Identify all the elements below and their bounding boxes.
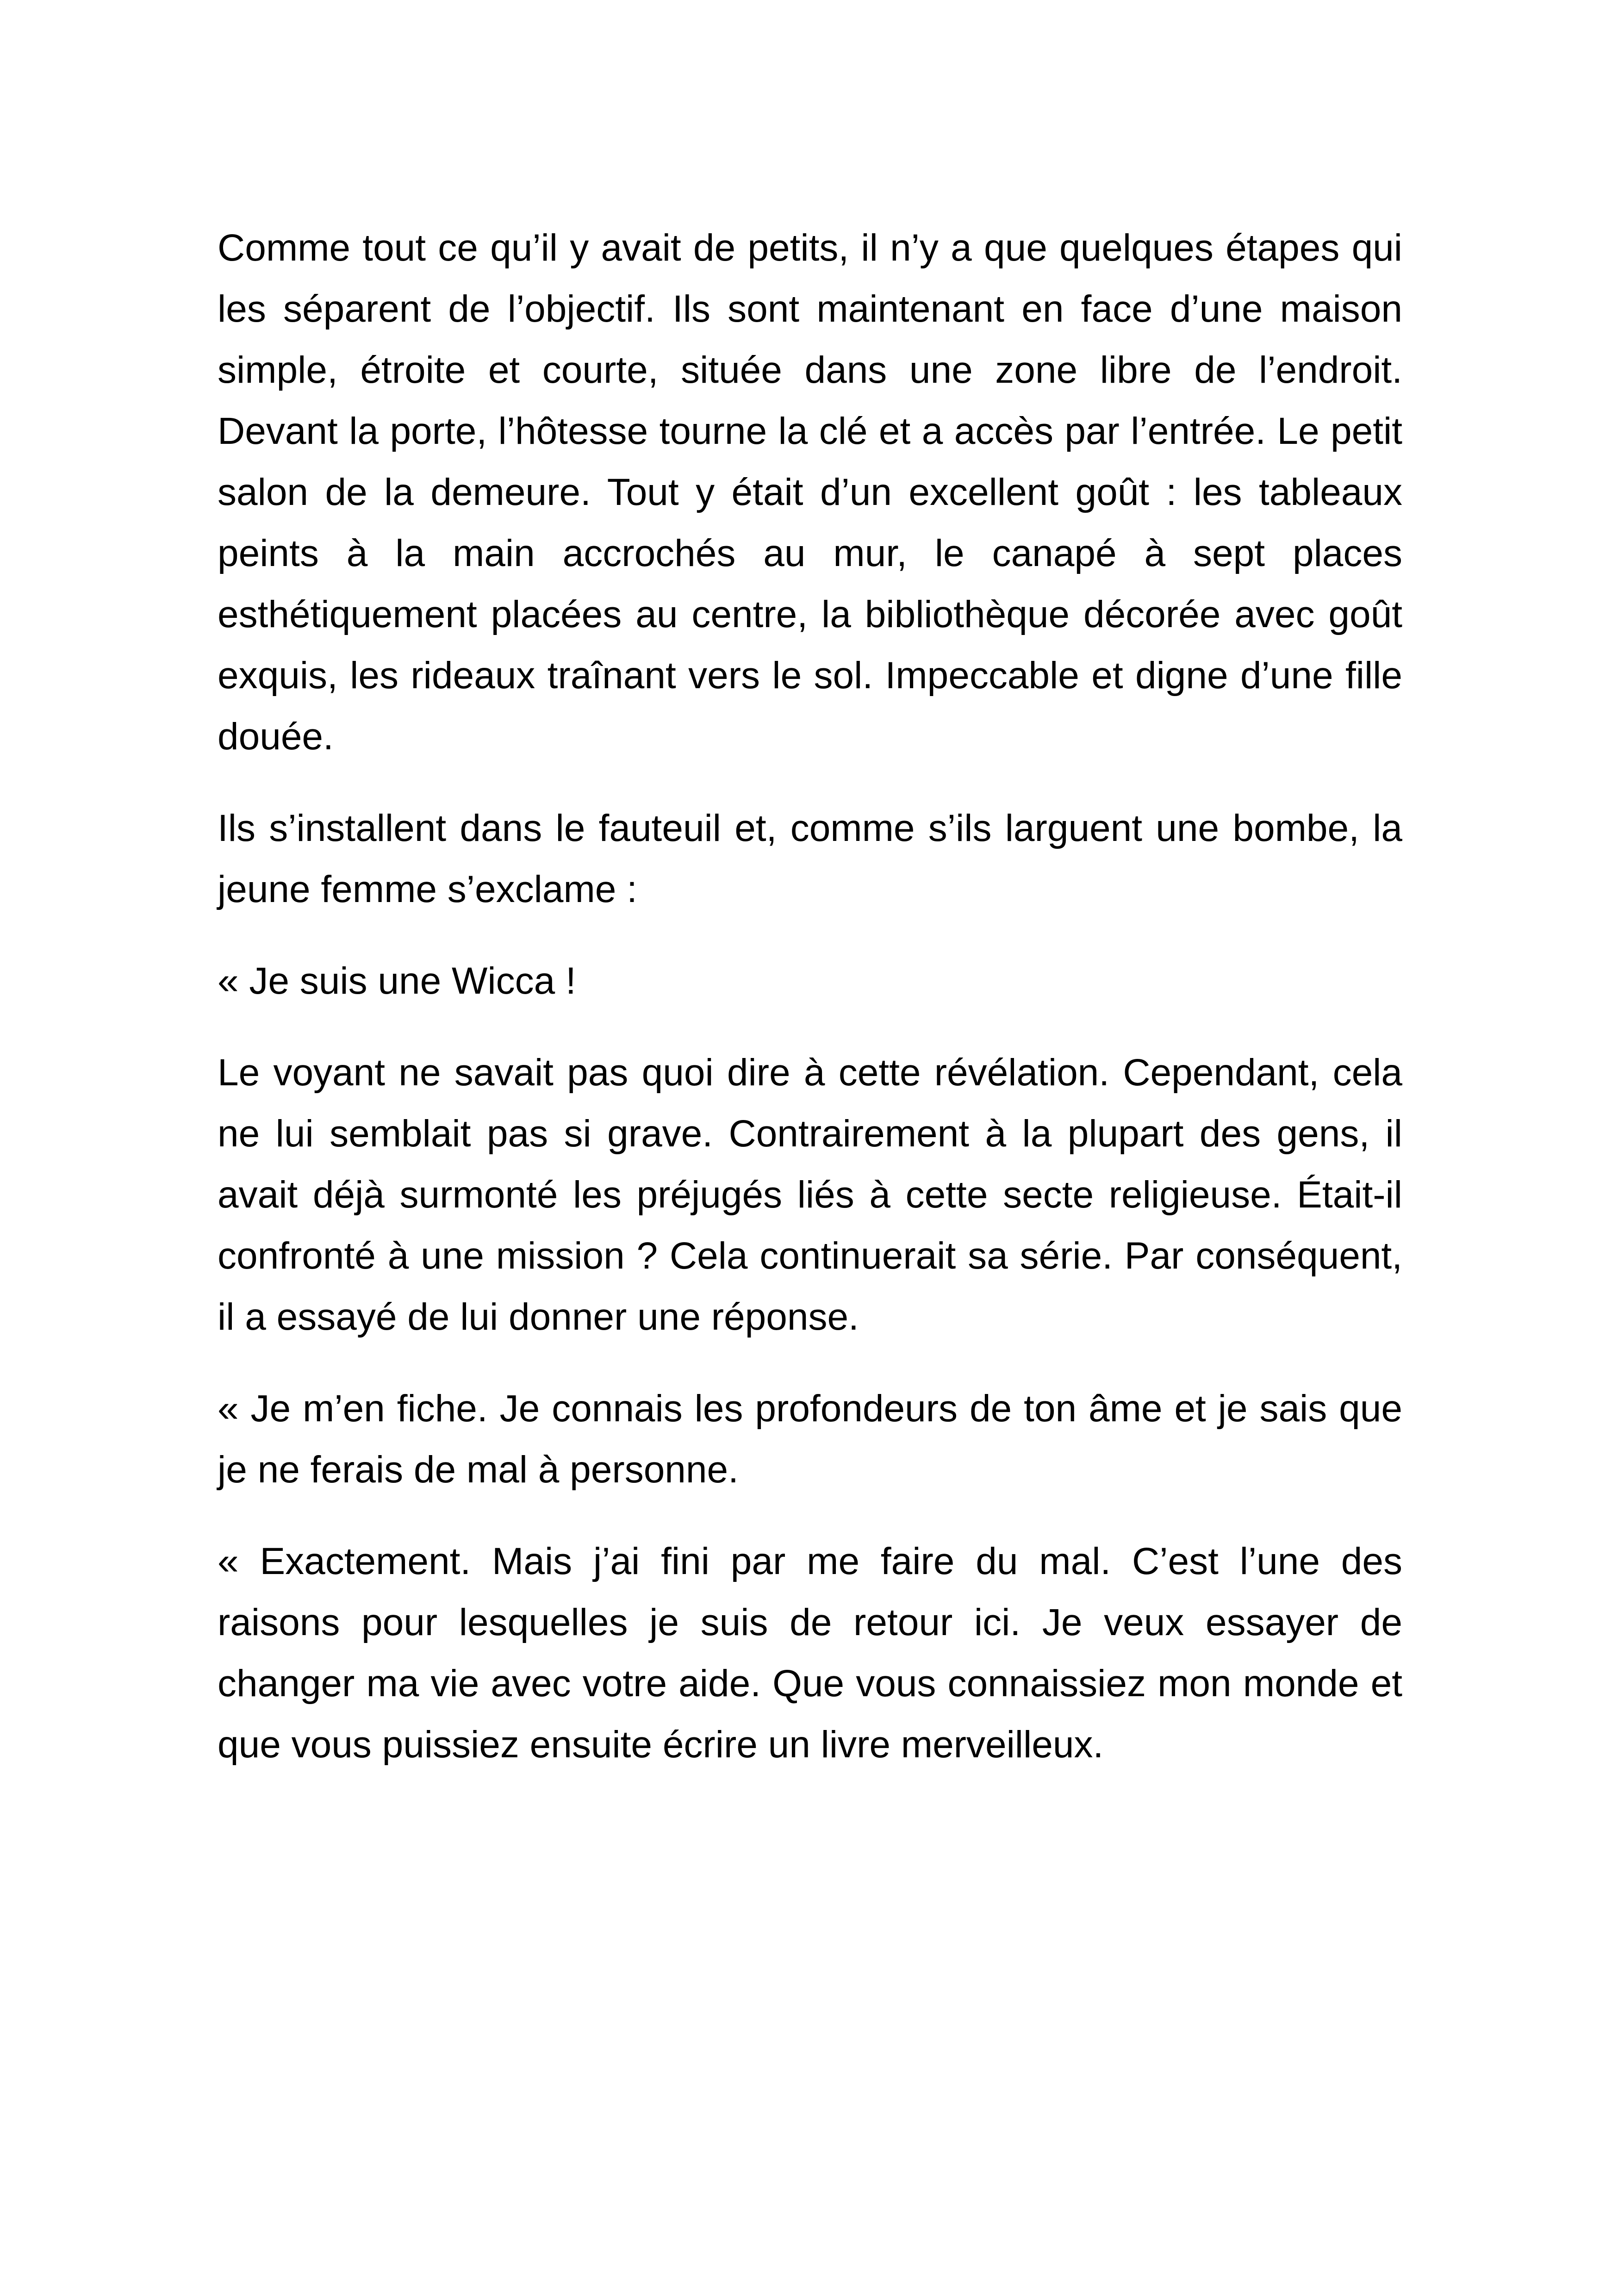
body-text	[218, 218, 1402, 1806]
paragraph-1: Comme tout ce qu’il y avait de petits, il n’y a que quelques étapes qui les séparent de l’objectif. Ils sont maintenant en face d’une maison simple, étroite et courte, située dans une zone libre de l’endroit. Devant la porte, l’hôtesse tourne la clé et a accès par l’entrée. Le petit salon de la demeure. Tout y était d’un excellent goût : les tableaux peints à la main accrochés au mur, le canapé à sept places esthétiquement placées au centre, la bibliothèque décorée avec goût exquis, les rideaux traînant vers le sol. Impeccable et digne d’une fille douée.	[218, 227, 1402, 758]
paragraph-5: « Je m’en fiche. Je connais les profondeurs de ton âme et je sais que je ne ferais de mal à personne.	[218, 1388, 1402, 1491]
paragraph-3: « Je suis une Wicca !	[218, 960, 576, 1002]
paragraph-6: « Exactement. Mais j’ai fini par me faire du mal. C’est l’une des raisons pour lesquelles je suis de retour ici. Je veux essayer de changer ma vie avec votre aide. Que vous connaissiez mon monde et que vous puissiez ensuite écrire un livre merveilleux.	[218, 1540, 1402, 1766]
paragraph-2: Ils s’installent dans le fauteuil et, comme s’ils larguent une bombe, la jeune femme s’exclame :	[218, 807, 1402, 910]
paragraph-4: Le voyant ne savait pas quoi dire à cette révélation. Cependant, cela ne lui semblait pas si grave. Contrairement à la plupart des gens, il avait déjà surmonté les préjugés liés à cette secte religieuse. Était-il confronté à une mission ? Cela continuerait sa série. Par conséquent, il a essayé de lui donner une réponse.	[218, 1052, 1402, 1338]
